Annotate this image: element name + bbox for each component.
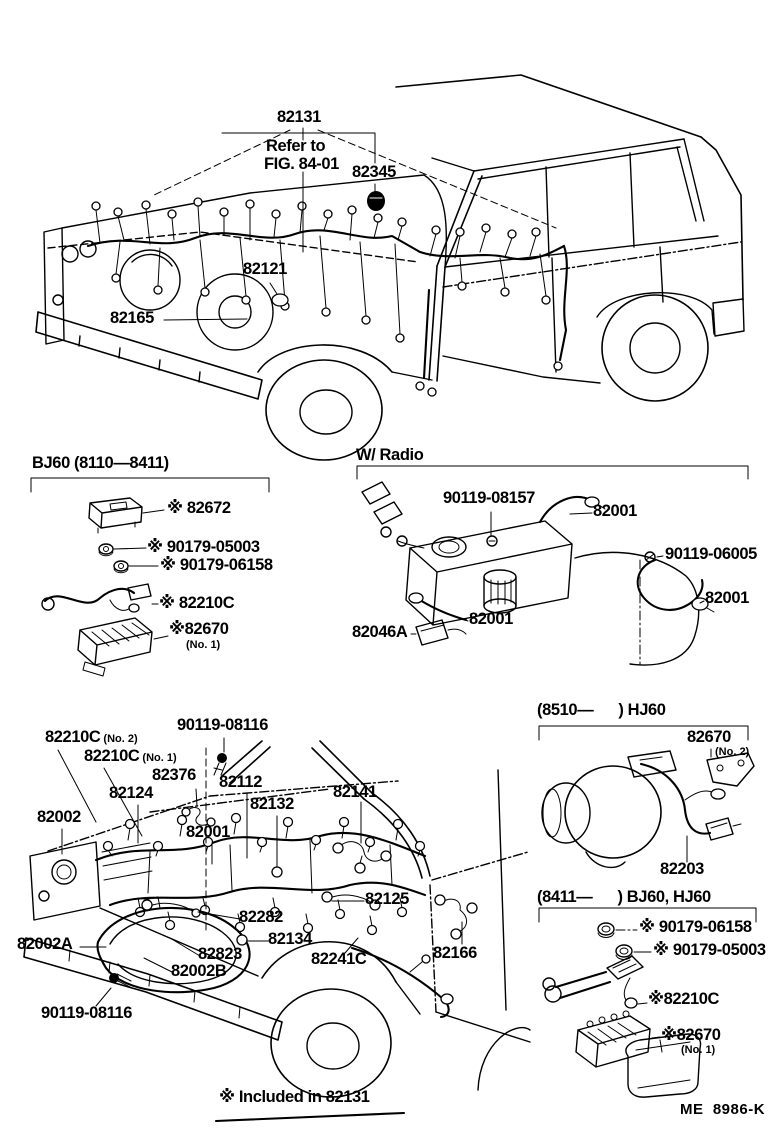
part-label-82823: 82823 bbox=[198, 945, 242, 963]
part-label-90179-06158-late: ※ 90179-06158 bbox=[639, 918, 752, 936]
part-number: 82210C bbox=[45, 728, 101, 746]
part-label-82001-front: 82001 bbox=[186, 823, 230, 841]
part-label-82124: 82124 bbox=[109, 784, 153, 802]
part-label-82282: 82282 bbox=[239, 908, 283, 926]
bj60-parts-art bbox=[31, 478, 269, 676]
part-label-82670-no2-sub: (No. 2) bbox=[715, 746, 750, 758]
section-title-hj60: (8510— ) HJ60 bbox=[537, 701, 666, 719]
part-label-82376: 82376 bbox=[152, 766, 196, 784]
part-label-82001-right: 82001 bbox=[705, 589, 749, 607]
part-label-82210c-bj60: ※ 82210C bbox=[159, 594, 235, 612]
part-label-82001-top: 82001 bbox=[593, 502, 637, 520]
top-vehicle-art bbox=[36, 75, 744, 460]
part-label-82131: 82131 bbox=[277, 108, 321, 126]
part-label-82203: 82203 bbox=[660, 860, 704, 878]
part-label-82670-late-sub: (No. 1) bbox=[681, 1044, 716, 1056]
part-label-82134: 82134 bbox=[268, 930, 312, 948]
part-label-82210c-no2 bbox=[45, 729, 138, 746]
footer-included-note: ※ Included in 82131 bbox=[219, 1088, 370, 1106]
part-label-90179-06158: ※ 90179-06158 bbox=[160, 556, 273, 574]
doc-code: ME 8986-K bbox=[680, 1101, 766, 1118]
part-label-90179-05003-late: ※ 90179-05003 bbox=[653, 941, 766, 959]
part-label-82141: 82141 bbox=[333, 783, 377, 801]
footer-art bbox=[216, 1113, 404, 1121]
part-label-82670-no2: 82670 bbox=[687, 728, 731, 746]
part-label-82670-bj60-sub: (No. 1) bbox=[186, 639, 221, 651]
part-label-82210c-no1 bbox=[84, 748, 177, 765]
part-label-90119-08157: 90119-08157 bbox=[443, 489, 535, 507]
part-label-82112: 82112 bbox=[219, 773, 262, 791]
part-label-82046a: 82046A bbox=[352, 623, 408, 641]
part-number-suffix: (No. 2) bbox=[103, 733, 138, 745]
part-label-82132: 82132 bbox=[250, 795, 294, 813]
part-label-82002b: 82002B bbox=[171, 962, 227, 980]
section-title-late: (8411— ) BJ60, HJ60 bbox=[537, 888, 711, 906]
part-label-82241c: 82241C bbox=[311, 950, 367, 968]
part-label-90119-08116-lower: 90119-08116 bbox=[41, 1004, 133, 1022]
part-label-82002: 82002 bbox=[37, 808, 81, 826]
part-label-82672: ※ 82672 bbox=[167, 499, 231, 517]
part-label-82670-late: ※82670 bbox=[661, 1026, 721, 1044]
part-label-82345: 82345 bbox=[352, 163, 396, 181]
part-label-82165: 82165 bbox=[110, 309, 154, 327]
part-label-82125: 82125 bbox=[365, 890, 409, 908]
section-title-radio: W/ Radio bbox=[356, 446, 424, 464]
part-label-90119-08116-upper: 90119-08116 bbox=[177, 716, 269, 734]
part-label-82166: 82166 bbox=[433, 944, 477, 962]
part-label-82001-lower: 82001 bbox=[469, 610, 513, 628]
part-number: 82210C bbox=[84, 747, 140, 765]
refer-note-line2: FIG. 84-01 bbox=[264, 155, 339, 173]
radio-parts-art bbox=[357, 466, 748, 665]
refer-note-line1: Refer to bbox=[266, 137, 326, 155]
part-label-82121: 82121 bbox=[243, 260, 287, 278]
part-label-90119-06005: 90119-06005 bbox=[665, 545, 757, 563]
section-title-bj60: BJ60 (8110—8411) bbox=[32, 454, 169, 472]
part-number-suffix: (No. 1) bbox=[142, 752, 177, 764]
part-label-90179-05003: ※ 90179-05003 bbox=[147, 538, 260, 556]
part-label-82002a: 82002A bbox=[17, 935, 73, 953]
part-label-82210c-late: ※82210C bbox=[648, 990, 720, 1008]
part-label-82670-bj60: ※82670 bbox=[169, 620, 229, 638]
